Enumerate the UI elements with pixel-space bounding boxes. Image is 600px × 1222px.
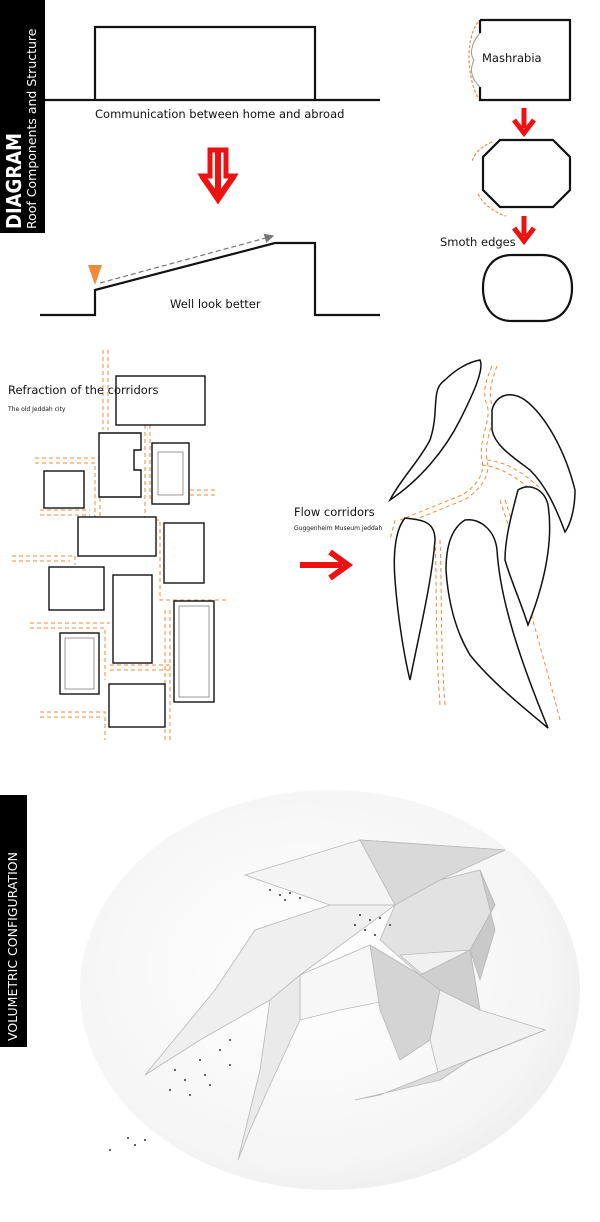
flow-shape bbox=[390, 360, 481, 500]
roof-caption-top: Communication between home and abroad bbox=[95, 107, 345, 121]
volumetric-render bbox=[80, 790, 580, 1190]
block bbox=[109, 684, 165, 727]
flow-subtitle: Guggenheim Museum jeddah bbox=[294, 525, 383, 532]
block bbox=[60, 633, 99, 694]
edges-down-arrow-icon bbox=[514, 216, 534, 241]
mashrabia-down-arrow-icon bbox=[514, 108, 534, 133]
flow-shape bbox=[505, 487, 550, 625]
block bbox=[113, 575, 152, 663]
diagram-title: DIAGRAM bbox=[2, 132, 26, 229]
diagram-subtitle: Roof Components and Structure bbox=[24, 28, 39, 229]
block bbox=[174, 601, 214, 702]
flow-shape bbox=[394, 518, 435, 680]
flow-corridors bbox=[390, 360, 575, 728]
right-arrow-icon bbox=[300, 552, 348, 578]
smooth-edges-label: Smoth edges bbox=[440, 235, 516, 249]
orange-marker-icon bbox=[88, 265, 102, 285]
block bbox=[49, 567, 104, 610]
block bbox=[78, 517, 156, 556]
roof-flat-diagram bbox=[45, 27, 380, 100]
block bbox=[99, 433, 141, 497]
volumetric-title: VOLUMETRIC CONFIGURATION bbox=[5, 852, 20, 1041]
flow-title: Flow corridors bbox=[294, 505, 375, 519]
block bbox=[44, 471, 84, 508]
corridors-title: Refraction of the corridors bbox=[8, 383, 159, 397]
roof-caption-bottom: Well look better bbox=[170, 297, 261, 311]
corridors-subtitle: The old Jeddah city bbox=[8, 406, 66, 413]
rounded-box bbox=[483, 255, 572, 321]
building-outline bbox=[95, 27, 315, 100]
mashrabia-label: Mashrabia bbox=[482, 51, 542, 65]
mashrabia-diagram bbox=[440, 20, 572, 321]
slope-dashed-arrow bbox=[100, 236, 273, 283]
block bbox=[164, 523, 204, 583]
chamfered-box bbox=[483, 140, 570, 207]
